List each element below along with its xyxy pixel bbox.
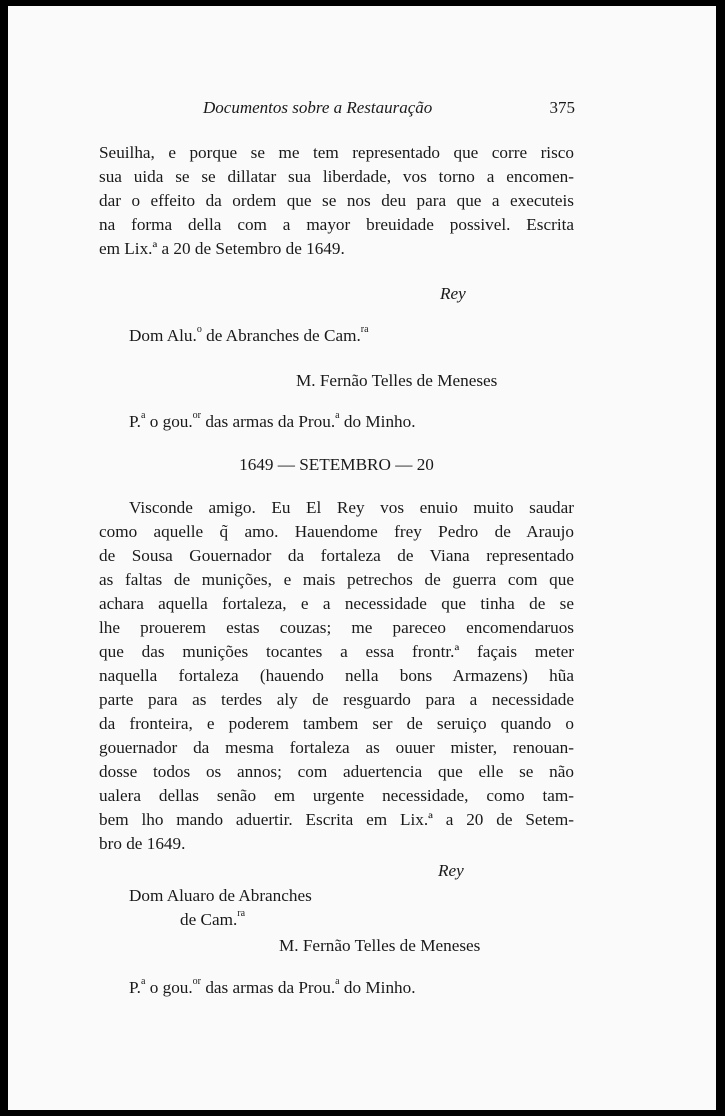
- letter1-line: Seuilha, e porque se me tem representado que corre risco: [99, 143, 574, 162]
- letter1-line: dar o effeito da ordem que se nos deu para que a executeis: [99, 191, 574, 210]
- letter2-line: como aquelle q̃ amo. Hauendome frey Pedro de Araujo: [99, 522, 574, 541]
- section-heading: 1649 — SETEMBRO — 20: [239, 455, 434, 474]
- letter1-signature: Rey: [440, 284, 466, 303]
- running-header: [203, 98, 575, 118]
- letter2-line: gouernador da mesma fortaleza as ouuer mister, renouan-: [99, 738, 574, 757]
- letter2-line: naquella fortaleza (hauendo nella bons Armazens) hũa: [99, 666, 574, 685]
- letter2-line: lhe prouerem estas couzas; me pareceo encomendaruos: [99, 618, 574, 637]
- letter1-line: em Lix.ª a 20 de Setembro de 1649.: [99, 239, 345, 258]
- page-number: 375: [549, 98, 575, 117]
- letter2-line: de Sousa Gouernador da fortaleza de Viana representado: [99, 546, 574, 565]
- letter2-line: bro de 1649.: [99, 834, 186, 853]
- letter2-line: dosse todos os annos; com aduertencia que elle se não: [99, 762, 574, 781]
- letter2-line: as faltas de munições, e mais petrechos de guerra com que: [99, 570, 574, 589]
- book-page: [8, 6, 716, 1110]
- letter1-recipient: Dom Alu.$^o$ de Abranches de Cam.$^{ra}$: [129, 324, 369, 345]
- letter2-line: que das munições tocantes a essa frontr.ª façais meter: [99, 642, 574, 661]
- letter1-line: na forma della com a mayor breuidade possivel. Escrita: [99, 215, 574, 234]
- letter2-line: achara aquella fortaleza, e a necessidade que tinha de se: [99, 594, 574, 613]
- letter1-line: sua uida se se dillatar sua liberdade, vos torno a encomen-: [99, 167, 574, 186]
- letter2-line: parte para as terdes aly de resguardo para a necessidade: [99, 690, 574, 709]
- letter2-line: da fronteira, e poderem tambem ser de seruiço quando o: [99, 714, 574, 733]
- letter2-line: bem lho mando aduertir. Escrita em Lix.ª a 20 de Setem-: [99, 810, 574, 829]
- letter2-line: ualera dellas senão em urgente necessidade, como tam-: [99, 786, 574, 805]
- letter2-signature: Rey: [438, 861, 464, 880]
- letter2-recipient-line1: Dom Aluaro de Abranches: [129, 886, 312, 905]
- letter2-recipient-line2: de Cam.$^{ra}$: [180, 908, 246, 929]
- letter2-addressee: P.$^a$ o gou.$^{or}$ das armas da Prou.$^a$ do Minho.: [129, 976, 416, 997]
- header-title: Documentos sobre a Restauração: [203, 98, 433, 117]
- letter2-secretary: M. Fernão Telles de Meneses: [279, 936, 481, 955]
- letter2-line: Visconde amigo. Eu El Rey vos enuio muito saudar: [129, 498, 574, 517]
- letter1-secretary: M. Fernão Telles de Meneses: [296, 371, 498, 390]
- letter1-addressee: P.$^a$ o gou.$^{or}$ das armas da Prou.$^a$ do Minho.: [129, 410, 416, 431]
